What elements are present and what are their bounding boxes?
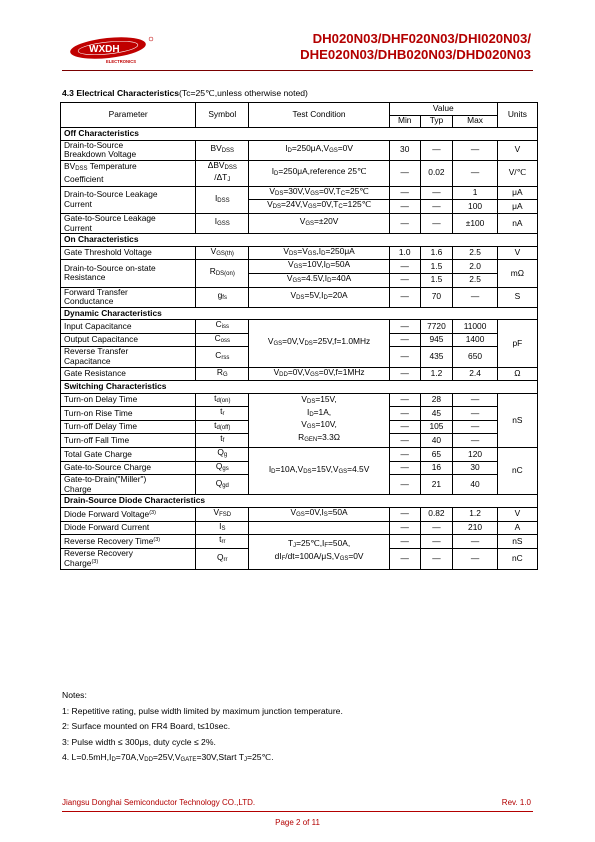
- section-title: 4.3 Electrical Characteristics: [62, 88, 180, 98]
- unit-bvdss: V: [497, 140, 537, 160]
- company-logo: [62, 34, 158, 64]
- param-bv-coefficient: BVDSS Temperature Coefficient: [61, 160, 196, 186]
- symbol-igss: IGSS: [196, 214, 249, 234]
- header-test-condition: Test Condition: [249, 103, 390, 128]
- header-typ: Typ: [420, 115, 453, 128]
- param-tdon: Turn-on Delay Time: [61, 393, 196, 407]
- max-ciss: 11000: [453, 320, 497, 334]
- cond-idss-125c: VDS=24V,VGS=0V,TC=125℃: [249, 200, 390, 214]
- cond-rdson-10v: VGS=10V,ID=50A: [249, 260, 390, 274]
- footer-page-number: Page 2 of 11: [275, 818, 320, 827]
- symbol-rg: RG: [196, 367, 249, 381]
- table-row: [61, 287, 538, 307]
- note-1: 1: Repetitive rating, pulse width limited by maximum junction temperature.: [62, 705, 343, 716]
- typ-qrr: —: [420, 548, 453, 569]
- param-qrr: Reverse Recovery Charge$^{(3)}$: [61, 548, 196, 569]
- max-qg: 120: [453, 448, 497, 462]
- typ-crss: 435: [420, 347, 453, 367]
- cond-rg: VDD=0V,VGS=0V,f=1MHz: [249, 367, 390, 381]
- symbol-qgs: Qgs: [196, 461, 249, 475]
- symbol-tf: tf: [196, 434, 249, 448]
- cond-gfs: VDS=5V,ID=20A: [249, 287, 390, 307]
- section-on: On Characteristics: [61, 234, 538, 247]
- max-qrr: —: [453, 548, 497, 569]
- symbol-bvdss: BVDSS: [196, 140, 249, 160]
- param-qgs: Gate-to-Source Charge: [61, 461, 196, 475]
- param-trr: Reverse Recovery Time$^{(3)}$: [61, 535, 196, 549]
- param-gfs: Forward Transfer Conductance: [61, 287, 196, 307]
- param-qg: Total Gate Charge: [61, 448, 196, 462]
- param-rg: Gate Resistance: [61, 367, 196, 381]
- table-header-row: [61, 103, 538, 116]
- note-3: 3: Pulse width ≤ 300μs, duty cycle ≤ 2%.: [62, 736, 216, 747]
- symbol-qgd: Qgd: [196, 475, 249, 495]
- min-idss-25c: —: [389, 186, 420, 200]
- param-vsd: Diode Forward Voltage$^{(3)}$: [61, 507, 196, 521]
- max-idss-125c: 100: [453, 200, 497, 214]
- cond-capacitance: VGS=0V,VDS=25V,f=1.0MHz: [249, 320, 390, 367]
- max-idss-25c: 1: [453, 186, 497, 200]
- section-row: [61, 234, 538, 247]
- min-trr: —: [389, 535, 420, 549]
- unit-switching-time: nS: [497, 393, 537, 447]
- symbol-qrr: Qrr: [196, 548, 249, 569]
- table-row: [61, 367, 538, 381]
- typ-rg: 1.2: [420, 367, 453, 381]
- unit-idss-125c: μA: [497, 200, 537, 214]
- typ-trr: —: [420, 535, 453, 549]
- footer-rule: [62, 811, 533, 812]
- notes-block: [62, 688, 343, 769]
- header-parameter: Parameter: [61, 103, 196, 128]
- footer-revision: Rev. 1.0: [501, 798, 531, 807]
- electrical-characteristics-table: [60, 102, 538, 570]
- title-line-2: DHE020N03/DHB020N03/DHD020N03: [300, 47, 531, 62]
- cond-switching-time: VDS=15V, ID=1A, VGS=10V, RGEN=3.3Ω: [249, 393, 390, 447]
- logo-text: WXDH: [89, 44, 120, 55]
- header-rule: [62, 70, 533, 71]
- section-dynamic: Dynamic Characteristics: [61, 307, 538, 320]
- min-tdon: —: [389, 393, 420, 407]
- notes-title: Notes:: [62, 690, 87, 700]
- section-row: [61, 128, 538, 141]
- param-is: Diode Forward Current: [61, 521, 196, 535]
- param-bvdss: Drain-to-Source Breakdown Voltage: [61, 140, 196, 160]
- min-idss-125c: —: [389, 200, 420, 214]
- max-vth: 2.5: [453, 246, 497, 260]
- unit-capacitance: pF: [497, 320, 537, 367]
- typ-bvdss: —: [420, 140, 453, 160]
- max-bvdss: —: [453, 140, 497, 160]
- symbol-coss: Coss: [196, 333, 249, 347]
- section-condition: (Tc=25℃,unless otherwise noted): [179, 88, 308, 98]
- header-value: Value: [389, 103, 497, 116]
- min-tr: —: [389, 407, 420, 421]
- min-crss: —: [389, 347, 420, 367]
- param-qgd: Gate-to-Drain("Miller") Charge: [61, 475, 196, 495]
- min-rdson-10v: —: [389, 260, 420, 274]
- max-tf: —: [453, 434, 497, 448]
- cond-recovery: TJ=25℃,IF=50A, dIF/dt=100A/μS,VGS=0V: [249, 535, 390, 570]
- min-igss: —: [389, 214, 420, 234]
- unit-vth: V: [497, 246, 537, 260]
- param-tr: Turn-on Rise Time: [61, 407, 196, 421]
- unit-bv-coefficient: V/℃: [497, 160, 537, 186]
- section-switching: Switching Characteristics: [61, 381, 538, 394]
- footer-company: Jiangsu Donghai Semiconductor Technology CO.,LTD.: [62, 798, 256, 807]
- table-row: [61, 246, 538, 260]
- typ-tf: 40: [420, 434, 453, 448]
- title-line-1: DH020N03/DHF020N03/DHI020N03/: [312, 31, 531, 46]
- typ-tdoff: 105: [420, 420, 453, 434]
- symbol-qg: Qg: [196, 448, 249, 462]
- min-gfs: —: [389, 287, 420, 307]
- symbol-crss: Crss: [196, 347, 249, 367]
- max-coss: 1400: [453, 333, 497, 347]
- cond-gate-charge: ID=10A,VDS=15V,VGS=4.5V: [249, 448, 390, 495]
- max-qgs: 30: [453, 461, 497, 475]
- unit-trr: nS: [497, 535, 537, 549]
- cond-igss: VGS=±20V: [249, 214, 390, 234]
- typ-gfs: 70: [420, 287, 453, 307]
- typ-rdson-4v5: 1.5: [420, 273, 453, 287]
- max-bv-coefficient: —: [453, 160, 497, 186]
- min-is: —: [389, 521, 420, 535]
- symbol-idss: IDSS: [196, 186, 249, 213]
- typ-bv-coefficient: 0.02: [420, 160, 453, 186]
- table-row: [61, 507, 538, 521]
- min-bv-coefficient: —: [389, 160, 420, 186]
- symbol-trr: trr: [196, 535, 249, 549]
- section-row: [61, 381, 538, 394]
- typ-qg: 65: [420, 448, 453, 462]
- unit-idss-25c: μA: [497, 186, 537, 200]
- max-crss: 650: [453, 347, 497, 367]
- max-rdson-4v5: 2.5: [453, 273, 497, 287]
- max-rg: 2.4: [453, 367, 497, 381]
- cond-bvdss: ID=250μA,VGS=0V: [249, 140, 390, 160]
- min-tf: —: [389, 434, 420, 448]
- min-vsd: —: [389, 507, 420, 521]
- param-tdoff: Turn-off Delay Time: [61, 420, 196, 434]
- symbol-tdon: td(on): [196, 393, 249, 407]
- header-max: Max: [453, 115, 497, 128]
- typ-qgs: 16: [420, 461, 453, 475]
- max-is: 210: [453, 521, 497, 535]
- symbol-vth: VGS(th): [196, 246, 249, 260]
- min-vth: 1.0: [389, 246, 420, 260]
- section-heading: [62, 88, 308, 99]
- min-ciss: —: [389, 320, 420, 334]
- symbol-is: IS: [196, 521, 249, 535]
- table-row: [61, 186, 538, 200]
- unit-is: A: [497, 521, 537, 535]
- unit-qrr: nC: [497, 548, 537, 569]
- table-row: [61, 214, 538, 234]
- symbol-rdson: RDS(on): [196, 260, 249, 287]
- min-qgd: —: [389, 475, 420, 495]
- header-symbol: Symbol: [196, 103, 249, 128]
- param-tf: Turn-off Fall Time: [61, 434, 196, 448]
- symbol-vsd: VFSD: [196, 507, 249, 521]
- logo-subtext: ELECTRONICS: [106, 59, 137, 64]
- cond-vsd: VGS=0V,IS=50A: [249, 507, 390, 521]
- min-qgs: —: [389, 461, 420, 475]
- typ-ciss: 7720: [420, 320, 453, 334]
- note-2: 2: Surface mounted on FR4 Board, t≤10sec.: [62, 721, 231, 732]
- typ-vsd: 0.82: [420, 507, 453, 521]
- param-vth: Gate Threshold Voltage: [61, 246, 196, 260]
- cond-rdson-4v5: VGS=4.5V,ID=40A: [249, 273, 390, 287]
- typ-idss-25c: —: [420, 186, 453, 200]
- min-rdson-4v5: —: [389, 273, 420, 287]
- section-off: Off Characteristics: [61, 128, 538, 141]
- table-row: [61, 535, 538, 549]
- max-igss: ±100: [453, 214, 497, 234]
- min-tdoff: —: [389, 420, 420, 434]
- note-4: 4. L=0.5mH,ID=70A,VDD=25V,VGATE=30V,Start TJ=25℃.: [62, 752, 274, 764]
- header-min: Min: [389, 115, 420, 128]
- table-row: [61, 521, 538, 535]
- header-units: Units: [497, 103, 537, 128]
- min-rg: —: [389, 367, 420, 381]
- param-idss: Drain-to-Source Leakage Current: [61, 186, 196, 213]
- max-rdson-10v: 2.0: [453, 260, 497, 274]
- typ-rdson-10v: 1.5: [420, 260, 453, 274]
- max-vsd: 1.2: [453, 507, 497, 521]
- typ-igss: —: [420, 214, 453, 234]
- unit-rg: Ω: [497, 367, 537, 381]
- max-tdon: —: [453, 393, 497, 407]
- param-coss: Output Capacitance: [61, 333, 196, 347]
- symbol-tdoff: td(off): [196, 420, 249, 434]
- unit-igss: nA: [497, 214, 537, 234]
- max-tr: —: [453, 407, 497, 421]
- cond-bv-coefficient: ID=250μA,reference 25℃: [249, 160, 390, 186]
- typ-tdon: 28: [420, 393, 453, 407]
- symbol-ciss: Ciss: [196, 320, 249, 334]
- table-row: [61, 160, 538, 186]
- min-bvdss: 30: [389, 140, 420, 160]
- table-row: [61, 393, 538, 407]
- min-qrr: —: [389, 548, 420, 569]
- cond-is: [249, 521, 390, 535]
- max-gfs: —: [453, 287, 497, 307]
- unit-gfs: S: [497, 287, 537, 307]
- table-row: [61, 260, 538, 274]
- param-igss: Gate-to-Source Leakage Current: [61, 214, 196, 234]
- typ-idss-125c: —: [420, 200, 453, 214]
- typ-tr: 45: [420, 407, 453, 421]
- max-qgd: 40: [453, 475, 497, 495]
- cond-vth: VDS=VGS,ID=250μA: [249, 246, 390, 260]
- unit-rdson: mΩ: [497, 260, 537, 287]
- table-row: [61, 140, 538, 160]
- section-row: [61, 495, 538, 508]
- min-qg: —: [389, 448, 420, 462]
- table-row: [61, 448, 538, 462]
- document-title: [300, 31, 531, 63]
- param-rdson: Drain-to-Source on-state Resistance: [61, 260, 196, 287]
- table-row: [61, 320, 538, 334]
- symbol-tr: tr: [196, 407, 249, 421]
- unit-vsd: V: [497, 507, 537, 521]
- param-crss: Reverse Transfer Capacitance: [61, 347, 196, 367]
- max-tdoff: —: [453, 420, 497, 434]
- typ-vth: 1.6: [420, 246, 453, 260]
- typ-is: —: [420, 521, 453, 535]
- cond-idss-25c: VDS=30V,VGS=0V,TC=25℃: [249, 186, 390, 200]
- symbol-bv-coefficient: ΔBVDSS /ΔTJ: [196, 160, 249, 186]
- typ-coss: 945: [420, 333, 453, 347]
- max-trr: —: [453, 535, 497, 549]
- min-coss: —: [389, 333, 420, 347]
- section-row: [61, 307, 538, 320]
- section-diode: Drain-Source Diode Characteristics: [61, 495, 538, 508]
- typ-qgd: 21: [420, 475, 453, 495]
- symbol-gfs: gfs: [196, 287, 249, 307]
- param-ciss: Input Capacitance: [61, 320, 196, 334]
- unit-gate-charge: nC: [497, 448, 537, 495]
